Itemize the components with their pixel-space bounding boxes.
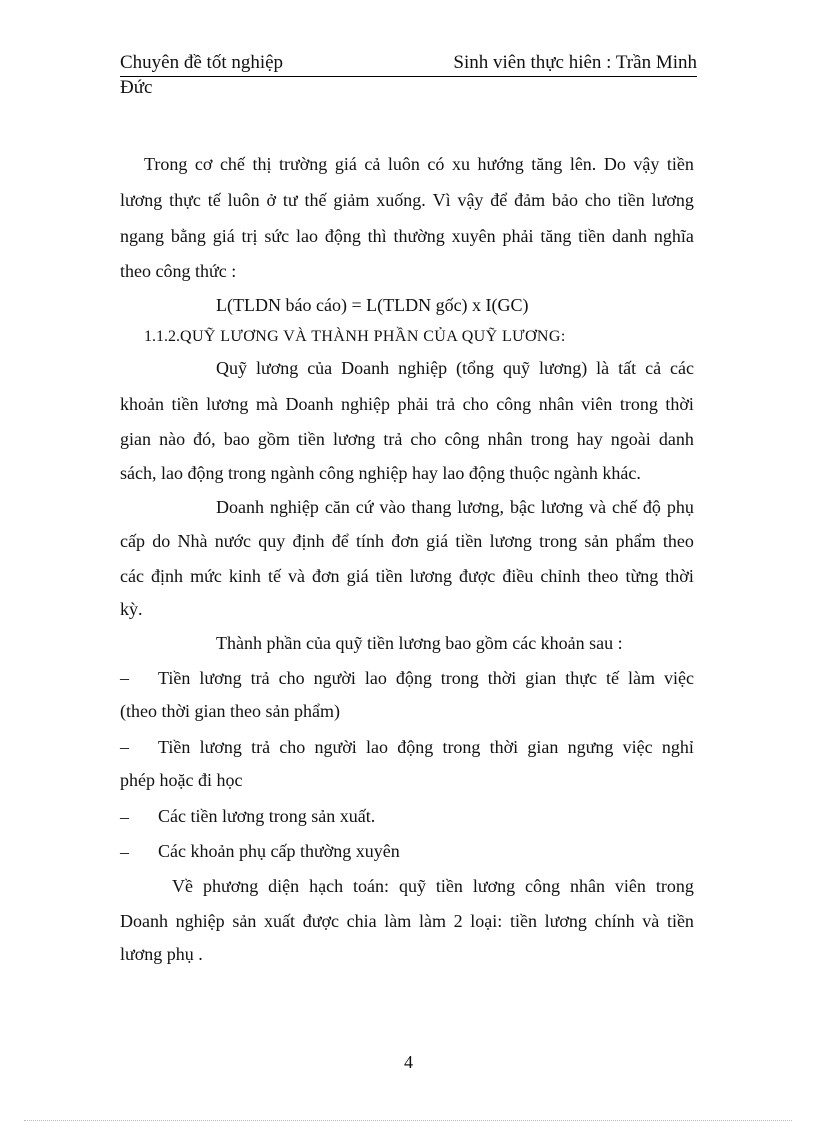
- word: việc: [663, 668, 694, 688]
- word: quy: [258, 531, 286, 551]
- word: thực: [169, 190, 201, 210]
- word: Nhà: [177, 531, 208, 551]
- word: đơn: [312, 566, 340, 586]
- word: công: [444, 429, 480, 449]
- word: tăng: [531, 154, 563, 174]
- word: tiền: [375, 566, 403, 586]
- word: lương: [544, 911, 587, 931]
- word: đó,: [193, 429, 216, 449]
- word: cứ: [355, 497, 374, 517]
- word: thực: [565, 668, 598, 688]
- word: lương: [199, 737, 242, 757]
- word: định: [292, 531, 325, 551]
- word: và: [287, 566, 305, 586]
- word: trả: [383, 429, 403, 449]
- word: sức: [264, 226, 290, 246]
- word: tiền: [297, 429, 325, 449]
- header-left: Chuyên đề tốt nghiệp: [120, 52, 284, 73]
- word: trong: [440, 668, 479, 688]
- word: cho: [462, 394, 489, 414]
- word: chế: [612, 497, 637, 517]
- word: chế: [219, 154, 245, 174]
- word: xuống.: [376, 190, 426, 210]
- list-bullet: –: [120, 737, 129, 757]
- word: thang: [411, 497, 452, 517]
- word: Doanh: [285, 394, 334, 414]
- word: trong: [530, 429, 569, 449]
- word: bậc: [509, 497, 535, 517]
- footer-rule: [24, 1120, 792, 1121]
- list-bullet: –: [120, 842, 129, 862]
- word: lương: [332, 429, 376, 449]
- word: Doanh: [120, 911, 168, 931]
- word: tiền: [617, 190, 645, 210]
- word: nhân: [569, 876, 605, 896]
- word: tiền: [509, 911, 537, 931]
- word: bao: [223, 429, 250, 449]
- word: hạch: [309, 876, 344, 896]
- word: danh: [612, 226, 648, 246]
- word: cả: [364, 154, 381, 174]
- word: định: [151, 566, 184, 586]
- word: trong: [619, 394, 658, 414]
- word: gồm: [257, 429, 290, 449]
- word: giảm: [333, 190, 370, 210]
- word: Tiền: [158, 737, 191, 757]
- word: vậy: [457, 190, 484, 210]
- word: Tiền: [158, 668, 191, 688]
- word: phẩm: [615, 531, 656, 551]
- word: Quỹ: [216, 358, 247, 378]
- word: kinh: [228, 566, 261, 586]
- word: phải: [502, 226, 534, 246]
- word: giá: [334, 154, 357, 174]
- word: chính: [594, 911, 635, 931]
- word: thì: [367, 226, 387, 246]
- word: giá: [426, 531, 449, 551]
- p1-line-3: [120, 226, 694, 247]
- word: loại:: [470, 911, 503, 931]
- word: cấp: [120, 531, 145, 551]
- word: được: [459, 566, 496, 586]
- word: chia: [346, 911, 377, 931]
- word: giá: [346, 566, 369, 586]
- word: gian: [525, 668, 557, 688]
- section-title: QUỸ LƯƠNG VÀ THÀNH PHẦN CỦA QUỸ LƯƠNG:: [180, 328, 566, 345]
- list-item-1-cont: (theo thời gian theo sản phẩm): [120, 701, 340, 721]
- word: nghiệp: [175, 911, 225, 931]
- word: trả: [250, 668, 270, 688]
- word: thời: [665, 566, 694, 586]
- word: tư: [282, 190, 298, 210]
- word: cả: [645, 358, 662, 378]
- word: Doanh: [341, 358, 390, 378]
- word: nghĩa: [653, 226, 694, 246]
- word: để: [331, 531, 349, 551]
- word: phương: [202, 876, 259, 896]
- word: các: [670, 358, 694, 378]
- list-bullet: –: [120, 668, 129, 688]
- word: thế: [304, 190, 327, 210]
- word: lương: [206, 394, 249, 414]
- word: điều: [502, 566, 534, 586]
- word: thị: [252, 154, 272, 174]
- word: tiền: [455, 531, 483, 551]
- word: nghiệp: [269, 497, 319, 517]
- word: tiền: [171, 394, 199, 414]
- p3-line-2: [120, 531, 694, 552]
- word: đảm: [514, 190, 546, 210]
- word: độ: [642, 497, 661, 517]
- word: trả: [251, 737, 271, 757]
- word: do: [152, 531, 171, 551]
- word: khoản: [120, 394, 164, 414]
- word: từng: [625, 566, 659, 586]
- word: hướng: [477, 154, 524, 174]
- word: ngang: [120, 226, 164, 246]
- word: tế: [606, 668, 620, 688]
- word: tính: [356, 531, 385, 551]
- p5-line-3: lương phụ .: [120, 944, 203, 964]
- word: mà: [255, 394, 278, 414]
- word: được: [302, 911, 339, 931]
- word: động: [397, 737, 434, 757]
- word: nước: [214, 531, 251, 551]
- word: xu: [451, 154, 470, 174]
- word: lương: [651, 190, 694, 210]
- p1-line-4: theo công thức :: [120, 261, 237, 281]
- word: quỹ: [502, 358, 530, 378]
- word: diện: [268, 876, 300, 896]
- word: giá: [212, 226, 235, 246]
- p3-line-3: [120, 566, 694, 587]
- list-item-2: [158, 737, 694, 758]
- word: Do: [603, 154, 626, 174]
- word: lương: [255, 358, 299, 378]
- word: phụ: [666, 497, 694, 517]
- word: cho: [279, 737, 306, 757]
- word: trong: [539, 531, 578, 551]
- word: làm: [384, 911, 412, 931]
- word: lên.: [569, 154, 597, 174]
- p2-line-2: [120, 394, 694, 415]
- word: cho: [584, 190, 611, 210]
- word: Vì: [432, 190, 451, 210]
- word: tất: [618, 358, 637, 378]
- word: lương: [472, 876, 516, 896]
- list-item-3: Các tiền lương trong sản xuất.: [158, 806, 376, 826]
- word: động: [395, 668, 432, 688]
- word: toán:: [353, 876, 390, 896]
- word: và: [589, 497, 607, 517]
- p2-line-4: sách, lao động trong ngành công nghiệp hay lao động thuộc ngành khác.: [120, 463, 641, 483]
- formula: L(TLDN báo cáo) = L(TLDN gốc) x I(GC): [216, 295, 529, 315]
- word: nhân: [538, 394, 574, 414]
- header-rule: [120, 76, 697, 77]
- word: viên: [614, 876, 646, 896]
- word: nhân: [487, 429, 523, 449]
- word: là: [596, 358, 610, 378]
- word: và: [642, 911, 660, 931]
- word: tiền: [666, 154, 694, 174]
- word: Trong: [144, 154, 188, 174]
- word: thời: [487, 668, 517, 688]
- word: căn: [324, 497, 350, 517]
- word: thời: [665, 394, 694, 414]
- list-item-1: [158, 668, 694, 689]
- word: ngoài: [610, 429, 651, 449]
- p3-line-1: [216, 497, 694, 518]
- word: tiền: [666, 911, 694, 931]
- word: cho: [278, 668, 305, 688]
- word: lao: [366, 737, 388, 757]
- word: đơn: [391, 531, 419, 551]
- list-bullet: –: [120, 807, 129, 827]
- word: tăng: [540, 226, 572, 246]
- word: lương,: [457, 497, 505, 517]
- word: người: [313, 668, 356, 688]
- p5-line-2: [120, 911, 694, 932]
- section-number: 1.1.2.: [144, 328, 180, 345]
- word: trị: [241, 226, 258, 246]
- word: có: [427, 154, 445, 174]
- word: danh: [658, 429, 694, 449]
- word: việc: [622, 737, 653, 757]
- list-item-2-cont: phép hoặc đi học: [120, 770, 243, 790]
- word: vào: [379, 497, 406, 517]
- word: người: [314, 737, 357, 757]
- word: hay: [576, 429, 603, 449]
- word: làm: [418, 911, 446, 931]
- word: viên: [581, 394, 613, 414]
- word: phải: [397, 394, 429, 414]
- word: nghiệp: [341, 394, 391, 414]
- word: xuất: [264, 911, 296, 931]
- list-item-4: Các khoản phụ cấp thường xuyên: [158, 841, 400, 861]
- word: trả: [436, 394, 456, 414]
- word: lương: [120, 190, 163, 210]
- word: theo: [587, 566, 619, 586]
- word: sản: [232, 911, 257, 931]
- word: lao: [295, 226, 318, 246]
- word: lương: [199, 668, 242, 688]
- word: lương: [409, 566, 452, 586]
- p3-line-4: kỳ.: [120, 599, 143, 619]
- word: chỉnh: [540, 566, 581, 586]
- word: mức: [190, 566, 222, 586]
- word: bằng: [170, 226, 206, 246]
- header-continuation: Đức: [120, 77, 153, 98]
- p2-line-1: [216, 358, 694, 379]
- word: cho: [410, 429, 437, 449]
- word: cơ: [194, 154, 213, 174]
- word: làm: [628, 668, 655, 688]
- p5-line-1: [172, 876, 694, 897]
- word: bảo: [552, 190, 579, 210]
- word: ngưng: [567, 737, 614, 757]
- word: vậy: [633, 154, 660, 174]
- word: nào: [159, 429, 186, 449]
- word: ở: [266, 190, 277, 210]
- word: luôn: [387, 154, 420, 174]
- word: (tổng: [456, 358, 495, 378]
- word: tiền: [435, 876, 463, 896]
- word: để: [490, 190, 508, 210]
- word: nghỉ: [661, 737, 694, 757]
- word: thường: [393, 226, 445, 246]
- word: luôn: [227, 190, 260, 210]
- word: theo: [662, 531, 694, 551]
- word: sản: [584, 531, 609, 551]
- page-number: 4: [404, 1052, 413, 1072]
- word: Về: [172, 876, 193, 896]
- word: công: [496, 394, 532, 414]
- word: tế: [207, 190, 221, 210]
- section-heading: [144, 328, 566, 346]
- word: 2: [453, 911, 463, 931]
- word: tiền: [578, 226, 606, 246]
- word: gian: [527, 737, 559, 757]
- word: của: [307, 358, 333, 378]
- word: trong: [442, 737, 481, 757]
- header-right: Sinh viên thực hiên : Trần Minh: [453, 52, 697, 73]
- word: trường: [279, 154, 328, 174]
- word: động: [324, 226, 361, 246]
- word: thời: [489, 737, 519, 757]
- word: lương: [540, 497, 584, 517]
- word: công: [525, 876, 561, 896]
- word: xuyên: [451, 226, 496, 246]
- word: quỹ: [398, 876, 426, 896]
- word: lương: [489, 531, 532, 551]
- word: lương): [538, 358, 588, 378]
- p4-line: Thành phần của quỹ tiền lương bao gồm các khoản sau :: [216, 633, 623, 653]
- p1-line-2: [120, 190, 694, 211]
- word: lao: [364, 668, 387, 688]
- word: Doanh: [216, 497, 264, 517]
- word: nghiệp: [398, 358, 448, 378]
- word: tế: [267, 566, 281, 586]
- word: trong: [655, 876, 694, 896]
- p1-line-1: [144, 154, 694, 175]
- word: các: [120, 566, 144, 586]
- p2-line-3: [120, 429, 694, 450]
- word: gian: [120, 429, 151, 449]
